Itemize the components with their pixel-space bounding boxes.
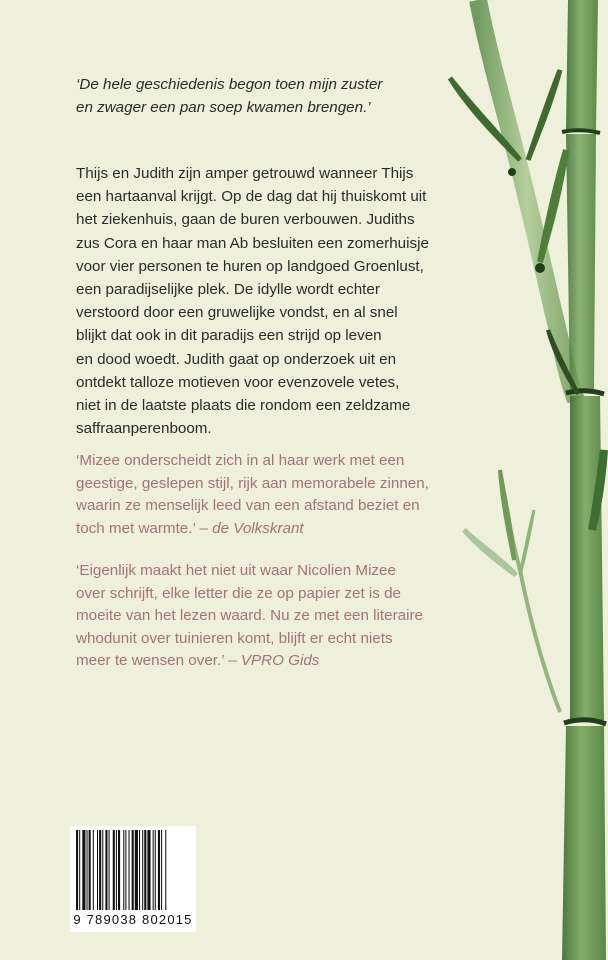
barcode-bar xyxy=(76,830,78,910)
synopsis-line: het ziekenhuis, gaan de buren verbouwen. Judiths xyxy=(76,211,415,229)
barcode-bar xyxy=(89,830,91,910)
quote-line: over schrijft, elke letter die ze op papier zet is de xyxy=(76,584,402,602)
barcode-bar xyxy=(93,830,94,910)
barcode-bar xyxy=(135,830,138,910)
barcode-bar xyxy=(109,830,110,910)
quote-line-last xyxy=(76,518,466,541)
press-quote-vpro xyxy=(76,560,466,673)
quote-line-last xyxy=(76,650,466,673)
barcode-bar xyxy=(147,830,150,910)
tagline xyxy=(76,74,456,119)
quote-line: ‘Mizee onderscheidt zich in al haar werk met een xyxy=(76,452,405,469)
quote-line: moeite van het lezen waard. Nu ze met een literaire xyxy=(76,607,423,625)
tagline-line: ‘De hele geschiedenis begon toen mijn zuster xyxy=(76,76,383,93)
quote-source: de Volkskrant xyxy=(212,519,304,537)
barcode-bar xyxy=(118,830,120,910)
tagline-line: en zwager een pan soep kwamen brengen.’ xyxy=(76,98,371,116)
isbn-number: 9 789038 802015 xyxy=(73,912,193,927)
quote-line: waarin ze menselijk leed van een afstand beziet en xyxy=(76,497,420,515)
barcode-bar xyxy=(97,830,98,910)
barcode-bar xyxy=(105,830,107,910)
synopsis-line: zus Cora en haar man Ab besluiten een zomerhuisje xyxy=(76,234,429,252)
barcode-bar xyxy=(79,830,80,910)
barcode-bar xyxy=(113,830,115,910)
synopsis-line: saffraanperenboom. xyxy=(76,420,212,438)
barcode-bar xyxy=(158,830,160,910)
barcode-bar xyxy=(125,830,126,910)
quote-text: toch met warmte.’ – xyxy=(76,519,213,537)
barcode-bar xyxy=(116,830,117,910)
press-quote-volkskrant xyxy=(76,450,466,540)
synopsis-line: een paradijselijke plek. De idylle wordt echter xyxy=(76,281,380,299)
barcode-bar xyxy=(123,830,124,910)
synopsis-line: een hartaanval krijgt. Op de dag dat hij thuiskomt uit xyxy=(76,188,427,206)
barcode-bars xyxy=(74,830,192,912)
barcode-bar xyxy=(161,830,162,910)
barcode-bar xyxy=(132,830,134,910)
barcode-bar xyxy=(142,830,143,910)
isbn-barcode xyxy=(70,826,196,932)
quote-line: whodunit over tuinieren komt, blijft er echt niets xyxy=(76,629,393,647)
quote-line: geestige, geslepen stijl, rijk aan memorabele zinnen, xyxy=(76,474,429,492)
synopsis-line: ontdekt talloze motieven voor evenzovele vetes, xyxy=(76,373,400,391)
synopsis-line: en dood woedt. Judith gaat op onderzoek uit en xyxy=(76,350,397,368)
quote-text: meer te wensen over.’ – xyxy=(76,652,241,670)
synopsis-line: verstoord door een gruwelijke vondst, en al snel xyxy=(76,304,398,322)
synopsis xyxy=(76,162,466,440)
barcode-bar xyxy=(153,830,154,910)
barcode-bar xyxy=(82,830,85,910)
barcode-bar xyxy=(102,830,103,910)
synopsis-line: niet in de laatste plaats die rondom een zeldzame xyxy=(76,397,411,415)
barcode-bar xyxy=(129,830,130,910)
synopsis-line: voor vier personen te huren op landgoed Groenlust, xyxy=(76,257,424,275)
quote-source: VPRO Gids xyxy=(240,652,320,670)
barcode-bar xyxy=(155,830,156,910)
synopsis-line: blijkt dat ook in dit paradijs een strijd op leven xyxy=(76,327,382,345)
barcode-bar xyxy=(87,830,88,910)
barcode-bar xyxy=(165,830,166,910)
barcode-bar xyxy=(139,830,140,910)
barcode-bar xyxy=(144,830,146,910)
quote-line: ‘Eigenlijk maakt het niet uit waar Nicolien Mizee xyxy=(76,562,396,579)
barcode-bar xyxy=(99,830,101,910)
synopsis-line: Thijs en Judith zijn amper getrouwd wanneer Thijs xyxy=(76,165,414,182)
